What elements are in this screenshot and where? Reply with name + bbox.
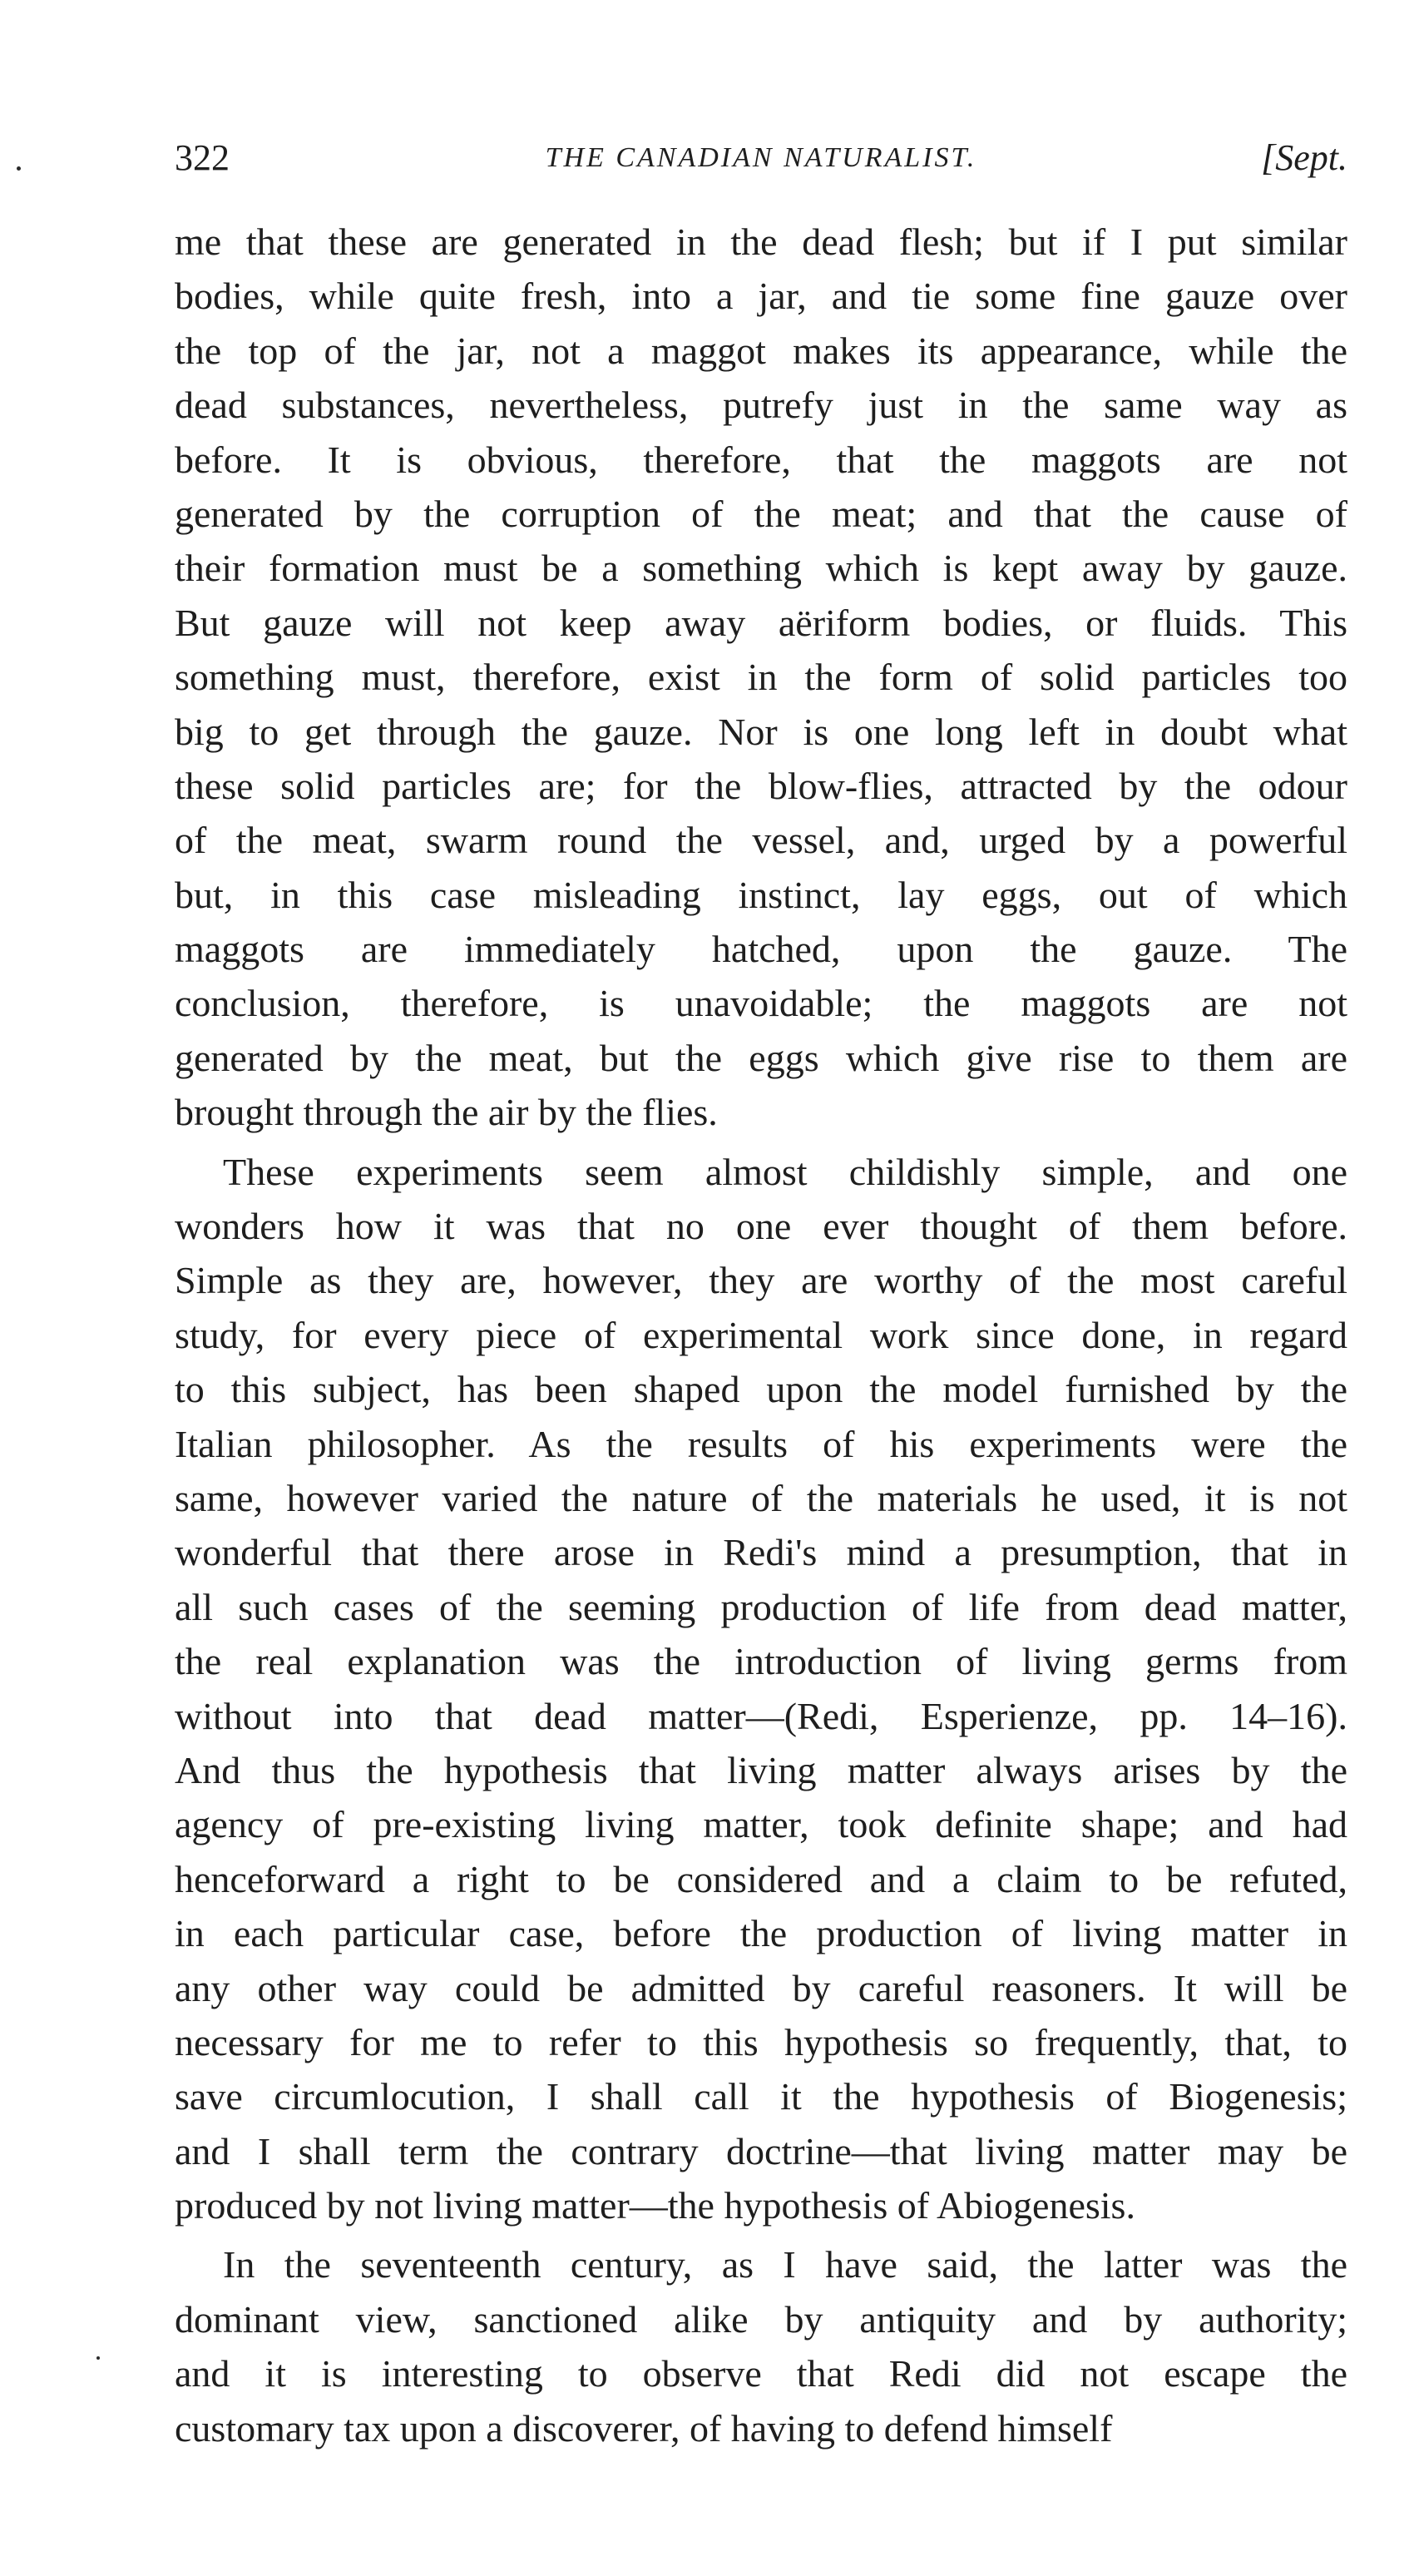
paragraph <box>175 215 1347 1140</box>
text-line: dominant view, sanctioned alike by antiquity and by authority; <box>175 2297 1347 2341</box>
text-line: same, however varied the nature of the materials he used, it is not <box>175 1476 1347 1519</box>
text-line: and it is interesting to observe that Redi did not escape the <box>175 2352 1347 2395</box>
paragraph <box>175 1145 1347 2233</box>
body-text <box>175 215 1347 2455</box>
text-line: and I shall term the contrary doctrine—that living matter may be <box>175 2129 1347 2172</box>
text-line: these solid particles are; for the blow-flies, attracted by the odour <box>175 764 1347 807</box>
running-header <box>175 125 1347 191</box>
text-line: Simple as they are, however, they are worthy of the most careful <box>175 1259 1347 1302</box>
text-line: the real explanation was the introduction of living germs from <box>175 1640 1347 1683</box>
text-line: the top of the jar, not a maggot makes its appearance, while the <box>175 329 1347 372</box>
text-line: wonders how it was that no one ever thought of them before. <box>175 1205 1347 1248</box>
margin-speck-bottom <box>96 2356 100 2360</box>
text-line: in each particular case, before the production of living matter in <box>175 1912 1347 1955</box>
text-line: But gauze will not keep away aëriform bodies, or fluids. This <box>175 601 1347 644</box>
text-line: before. It is obvious, therefore, that the maggots are not <box>175 438 1347 481</box>
text-line: but, in this case misleading instinct, lay eggs, out of which <box>175 873 1347 916</box>
text-line: necessary for me to refer to this hypothesis so frequently, that, to <box>175 2020 1347 2063</box>
running-title: THE CANADIAN NATURALIST. <box>545 142 977 173</box>
text-line: save circumlocution, I shall call it the hypothesis of Biogenesis; <box>175 2075 1347 2118</box>
text-line: henceforward a right to be considered and a claim to be refuted, <box>175 1857 1347 1900</box>
page-number: 322 <box>175 137 230 178</box>
text-line: big to get through the gauze. Nor is one long left in doubt what <box>175 710 1347 753</box>
header-date: [Sept. <box>1261 137 1347 178</box>
text-line: produced by not living matter—the hypothesis of Abiogenesis. <box>175 2184 1135 2227</box>
text-line: Italian philosopher. As the results of his experiments were the <box>175 1422 1347 1465</box>
margin-speck-top <box>17 166 21 171</box>
text-line: their formation must be a something which is kept away by gauze. <box>175 547 1347 590</box>
text-line: bodies, while quite fresh, into a jar, and tie some fine gauze over <box>175 275 1347 318</box>
text-line: conclusion, therefore, is unavoidable; the maggots are not <box>175 982 1347 1025</box>
text-line: study, for every piece of experimental work since done, in regard <box>175 1313 1347 1356</box>
text-line: In the seventeenth century, as I have said, the latter was the <box>223 2243 1347 2286</box>
text-line: dead substances, nevertheless, putrefy just in the same way as <box>175 384 1347 427</box>
text-line: generated by the meat, but the eggs which give rise to them are <box>175 1036 1347 1079</box>
text-line: of the meat, swarm round the vessel, and, urged by a powerful <box>175 819 1347 862</box>
text-line: without into that dead matter—(Redi, Esperienze, pp. 14–16). <box>175 1694 1347 1737</box>
text-line: agency of pre-existing living matter, took definite shape; and had <box>175 1803 1347 1846</box>
text-line: wonderful that there arose in Redi's mind a presumption, that in <box>175 1531 1347 1574</box>
text-line: generated by the corruption of the meat; and that the cause of <box>175 492 1347 535</box>
text-line: maggots are immediately hatched, upon the gauze. The <box>175 928 1347 971</box>
text-line: something must, therefore, exist in the form of solid particles too <box>175 656 1347 699</box>
text-line: customary tax upon a discoverer, of having to defend himself <box>175 2406 1113 2450</box>
text-line: brought through the air by the flies. <box>175 1091 718 1134</box>
text-line: And thus the hypothesis that living matter always arises by the <box>175 1748 1347 1791</box>
text-line: all such cases of the seeming production of life from dead matter, <box>175 1585 1347 1628</box>
text-line: any other way could be admitted by careful reasoners. It will be <box>175 1966 1347 2009</box>
text-line: to this subject, has been shaped upon the model furnished by the <box>175 1368 1347 1411</box>
text-line: These experiments seem almost childishly simple, and one <box>223 1150 1347 1193</box>
text-line: me that these are generated in the dead flesh; but if I put similar <box>175 220 1347 263</box>
paragraph <box>175 2237 1347 2455</box>
